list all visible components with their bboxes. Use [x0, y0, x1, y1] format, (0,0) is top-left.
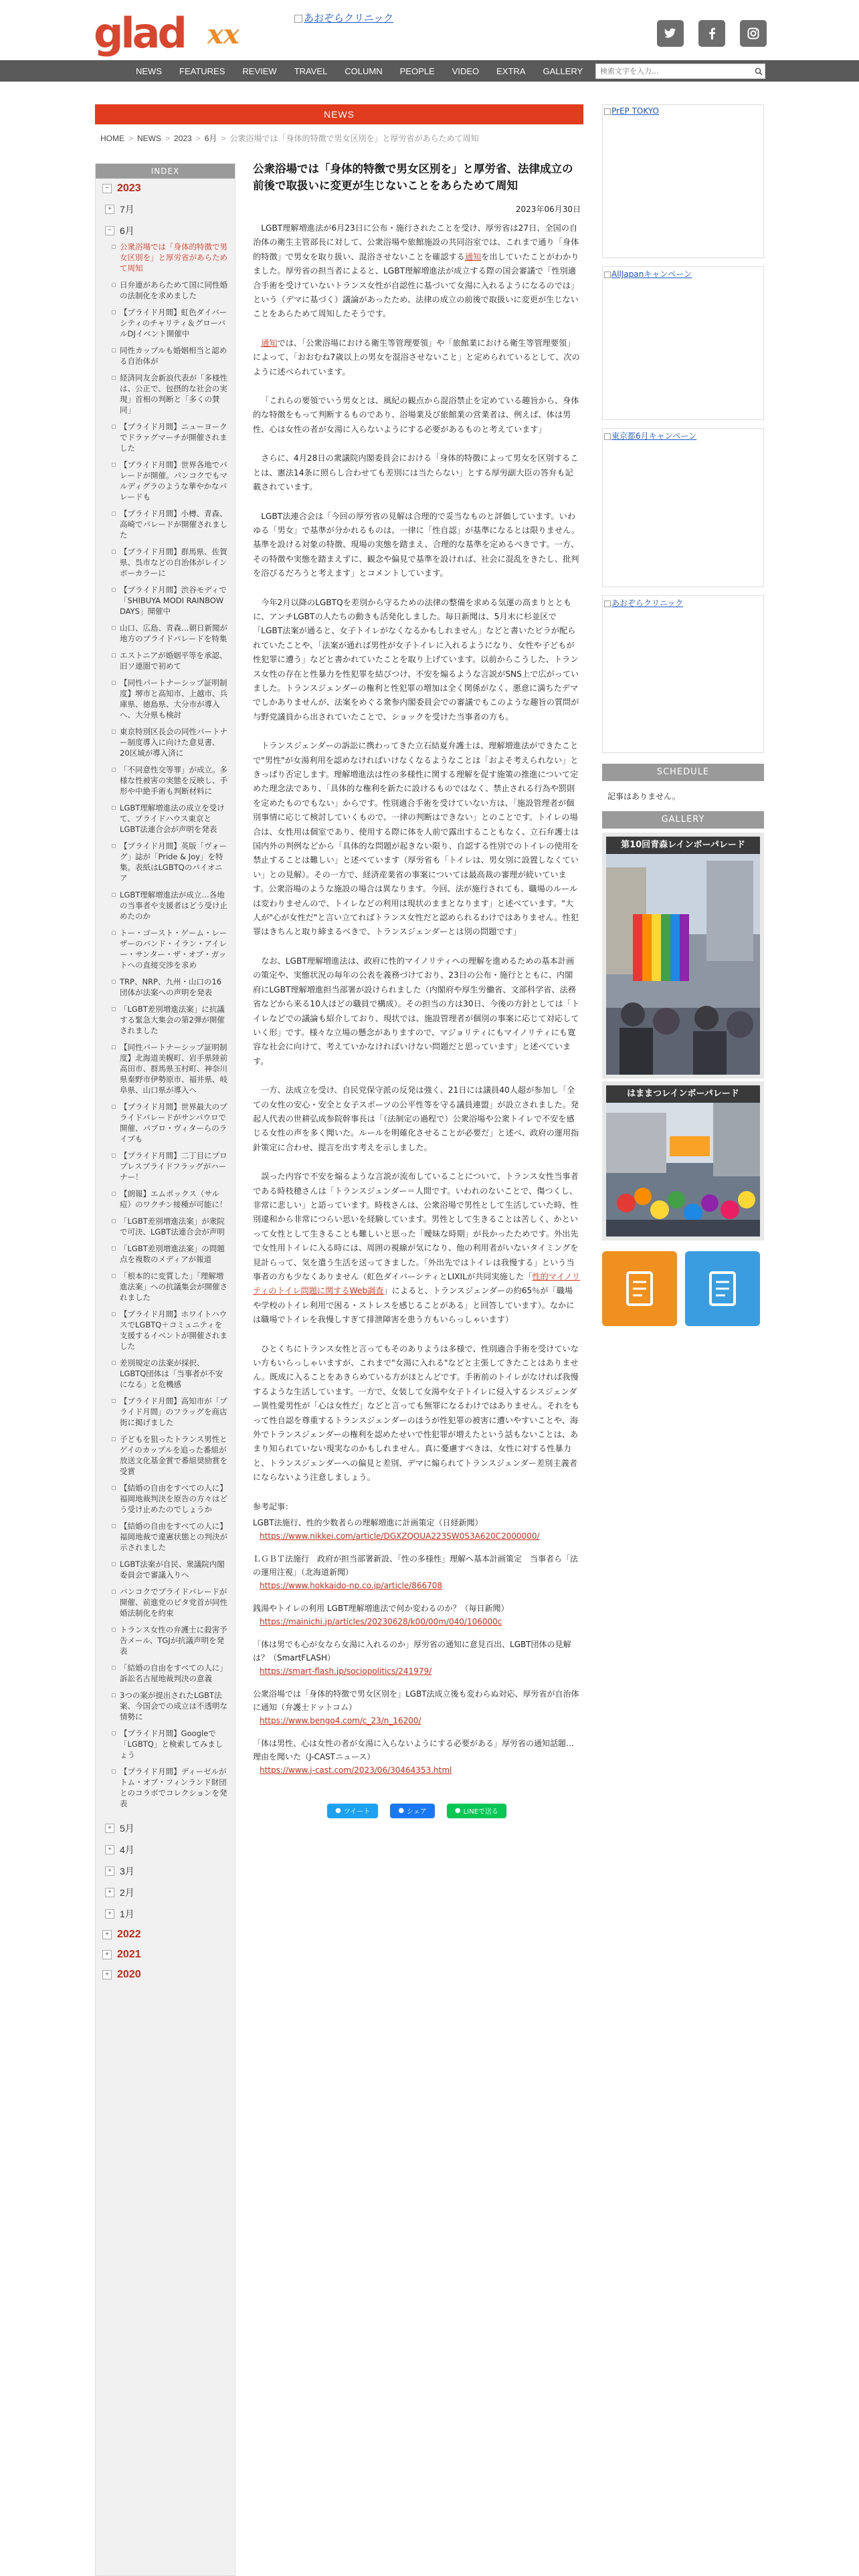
breadcrumb-separator: >: [165, 133, 171, 143]
index-year[interactable]: + 2021: [96, 1945, 235, 1965]
index-article-item[interactable]: [112, 802, 228, 835]
index-month-list: [96, 1818, 235, 1925]
gallery-item-title: 第10回青森レインボーパレード: [606, 837, 760, 854]
index-article-link[interactable]: LGBT理解増進法の成立を受けて、プライドハウス東京とLGBT法連合会が声明を発表: [120, 803, 225, 834]
breadcrumb-home[interactable]: HOME: [100, 133, 124, 143]
bullet-icon: [112, 463, 116, 467]
share-button[interactable]: ● シェア: [390, 1804, 435, 1818]
twitter-icon[interactable]: [657, 20, 684, 47]
bullet-icon: [112, 931, 116, 935]
index-article-link[interactable]: 【朗報】エムポックス（サル痘）のワクチン接種が可能に！: [120, 1189, 227, 1209]
inline-link[interactable]: 通知: [261, 338, 278, 348]
index-article-item[interactable]: [112, 1358, 228, 1390]
index-article-item[interactable]: [112, 345, 228, 366]
index-article-link[interactable]: 東京特別区長会の同性パートナー制度導入に向けた意見書、20区域が導入済に: [120, 727, 227, 758]
index-month[interactable]: + 3月: [96, 1860, 235, 1882]
bullet-icon: [112, 1399, 116, 1403]
bullet-icon: [112, 1361, 116, 1365]
index-article-link[interactable]: 「根本的に変質した」「理解増進法案」への抗議集会が開催されました: [120, 1271, 227, 1302]
search-input[interactable]: [596, 64, 753, 78]
index-article-link[interactable]: 「LGBT差別増進法案」が衆院で可決、LGBT法連合会が声明: [120, 1216, 225, 1237]
bullet-icon: [112, 1769, 116, 1774]
article-paragraph: なお、LGBT理解増進法は、政府に性的マイノリティへの理解を進めるための基本計画の策定や、実態状況の毎年の公表を義務づけており、23日の公布・施行とともに、内閣府にLGBT理解増進担当部署が設けられました（内閣府や厚生労働省、文部科学省、法務省などから来る10人ほどの職員で構成）。その担当の方は30日、今後の方針としては「トイレなどでの議論も紹介しており、現状では、施設管理者が個別の事案に応じて対応していく形」です。様々な立場の懸念がありますので、マジョリティにもマイノリティにも寛容な社会に向けて、考えていかなければいけない問題だと思っています」と述べています。: [253, 956, 580, 1066]
nav-item-features[interactable]: FEATURES: [179, 66, 225, 76]
index-article-link[interactable]: 「不同意性交等罪」が成立。多様な性被害の実態を反映し、手形や中絶手術も判断材料に: [120, 765, 227, 796]
index-article-link[interactable]: TRP、NRP、九州・山口の16団体が法案への声明を発表: [120, 977, 222, 997]
bullet-icon: [112, 1154, 116, 1158]
index-article-link[interactable]: 「LGBT差別増進法案」に抗議する緊急大集会の第2弾が開催されました: [120, 1004, 225, 1035]
top-banner-ad[interactable]: [294, 11, 393, 25]
bullet-icon: [112, 1590, 116, 1594]
index-article-link[interactable]: 【プライド月間】英版「ヴォーグ」誌が「Pride & Joy」を特集。表紙はLGBTQのパイオニア: [120, 841, 227, 883]
sidebar-ad-link[interactable]: 東京都6月キャンペーン: [604, 430, 696, 441]
index-article-link[interactable]: 【プライド月間】群馬県、佐賀県、呉市などの自治体がレインボーカラーに: [120, 547, 227, 578]
reference-title: 銭湯やトイレの利用 LGBT理解増進法で何か変わるのか？（毎日新聞）: [253, 1603, 509, 1613]
index-article-item[interactable]: [112, 508, 228, 540]
expand-toggle-icon[interactable]: +: [102, 1950, 112, 1959]
sidebar-ad[interactable]: [602, 104, 764, 258]
bullet-icon: [112, 1437, 116, 1441]
index-article-link[interactable]: トランス女性の弁護士に殺害予告メール、TGJが抗議声明を発表: [120, 1625, 227, 1656]
article-paragraph: さらに、4月28日の衆議院内閣委員会における「身体的特徴によって男女を区別することは、憲法14条に照らし合わせても差別には当たらない」とする厚労副大臣の答弁も記載されています。: [253, 453, 579, 492]
index-article-link[interactable]: 差別規定の法案が採択、LGBTQ団体は「当事者が不安になる」と危機感: [120, 1358, 223, 1389]
bullet-icon: [112, 310, 116, 314]
article-body: [253, 221, 581, 1485]
nav-item-gallery[interactable]: GALLERY: [543, 66, 583, 76]
article-title: 公衆浴場では「身体的特徴で男女区別を」と厚労省、法律成立の前後で取扱いに変更が生じないことをあらためて周知: [253, 163, 573, 192]
index-article-link[interactable]: 経済同友会新浪代表が「多様性は、公正で、包摂的な社会の実現」首相の判断と「多くの賛同」: [120, 373, 227, 415]
sidebar-ad-link[interactable]: あおぞらクリニック: [604, 597, 683, 609]
reference-item: [253, 1552, 581, 1592]
reference-link[interactable]: https://www.j-cast.com/2023/06/30464353.html: [260, 1765, 452, 1775]
bullet-icon: [112, 1524, 116, 1528]
share-buttons: [253, 1804, 581, 1818]
bullet-icon: [112, 1486, 116, 1490]
sidebar-ad[interactable]: [602, 266, 764, 420]
index-article-item[interactable]: [112, 1150, 228, 1182]
gallery-heading: GALLERY: [602, 811, 764, 829]
index-article-item[interactable]: [112, 1042, 228, 1095]
bullet-icon: [112, 1192, 116, 1196]
index-article-item[interactable]: [112, 841, 228, 883]
index-article-link[interactable]: 【プライド月間】ディーゼルがトム・オブ・フィンランド財団とのコラボでコレクションを発表: [120, 1767, 227, 1808]
nav-item-travel[interactable]: TRAVEL: [294, 66, 328, 76]
bullet-icon: [112, 681, 116, 685]
index-month[interactable]: + 4月: [96, 1839, 235, 1860]
right-sidebar: [602, 104, 764, 1326]
bullet-icon: [112, 1562, 116, 1566]
index-article-item[interactable]: [112, 1243, 228, 1265]
bullet-icon: [112, 626, 116, 630]
index-article-item[interactable]: [112, 584, 228, 617]
bullet-icon: [112, 1666, 116, 1670]
index-article-link[interactable]: 子どもを狙ったトランス男性とゲイのカップルを追った番組が放送文化基金賞で番組奨励賞を受賞: [120, 1434, 227, 1476]
broken-image-icon: [604, 601, 611, 607]
index-article-link[interactable]: 【プライド月間】二丁目にプロプレスプライドフラッグがハーナー！: [120, 1151, 227, 1182]
bullet-icon: [112, 1219, 116, 1223]
article-paragraph: ひとくちにトランス女性と言ってもそのありようは多様で、性別適合手術を受けていない方もいらっしゃいますが、これまで"女湯に入れる"などと主張してきたことはありません。既成に入ることをあきらめている方がほとんどです。手術前のトイレがなければ我慢するような生活しています。一方で、女装して女湯や女子トイレに侵入するシスジェンダー異性愛男性が「心は女性だ」などと言っても無罪になるわけではありません。それをもって性自認を尊重するトランスジェンダーのほうが性犯罪の被害に遭いやすいことや、海外でトランスジェンダーの権利を認めたせいで性犯罪が増えたという話もないことは、あまり知られていない現実なのかもしれません。真に憂慮すべきは、女性に対する性暴力と、トランスジェンダーへの偏見と差別、デマに煽られてトランスジェンダー差別主義者にならないよう注意しましょう。: [253, 1344, 580, 1483]
nav-item-review[interactable]: REVIEW: [242, 66, 277, 76]
index-article-link[interactable]: 「LGBT差別増進法案」の問題点を複数のメディアが報道: [120, 1244, 225, 1264]
reference-item: [253, 1737, 581, 1777]
index-article-link[interactable]: 同性カップルも婚姻相当と認める自治体が: [120, 346, 227, 366]
index-article-item[interactable]: [112, 1216, 228, 1237]
index-article-link[interactable]: 【プライド月間】渋谷モディで「SHIBUYA MODI RAINBOW DAYS」開催中: [120, 585, 227, 616]
index-article-link[interactable]: 【プライド月間】ホワイトハウスでLGBTQ＋コミュニティを支援するイベントが開催されました: [120, 1309, 227, 1351]
index-article-link[interactable]: 【結婚の自由をすべての人に】福岡地裁判決を原告の方々はどう受け止めたのでしょうか: [120, 1483, 227, 1514]
mail-icon[interactable]: [685, 1251, 760, 1326]
article-paragraph: 一方、法成立を受け、自民党保守派の反発は強く、21日には議員40人超が参加し「全ての女性の安心・安全と女子スポーツの公平性等を守る議員連盟」が設立されました。発起人代表の世耕弘成参院幹事長は「（法制定の過程で）公衆浴場や公衆トイレで不安を感じる女性の声を多く聞いた。ルールを明確化させることが必要だ」と述べ、政府の運用指針策定に合わせ、提言を出す考えを示しました。: [253, 1085, 579, 1152]
logo-text: glad: [94, 9, 185, 58]
sidebar-ad-link[interactable]: AllJapanキャンペーン: [604, 268, 692, 280]
index-year-list: [96, 1925, 235, 1985]
index-article-link[interactable]: 【同性パートナーシップ証明制度】堺市と高知市、上越市、兵庫県、徳島県、大分市が導入へ、大分県も検討: [120, 678, 227, 720]
broken-image-icon: [604, 108, 611, 115]
index-article-item[interactable]: [112, 1188, 228, 1210]
breadcrumb-news[interactable]: NEWS: [137, 133, 162, 143]
bullet-icon: [112, 425, 116, 429]
breadcrumb-year[interactable]: 2023: [174, 133, 192, 143]
nav-item-video[interactable]: VIDEO: [452, 66, 480, 76]
index-article-link[interactable]: 公衆浴場では「身体的特徴で男女区別を」と厚労省があらためて周知: [120, 242, 227, 273]
reference-title: 「体は男性、心は女性の者が女湯に入らないようにする必要がある」厚労省の通知話題…理由を聞いた（J-CASTニュース）: [253, 1738, 575, 1761]
index-article-item[interactable]: [112, 459, 228, 502]
index-year[interactable]: + 2020: [96, 1965, 235, 1985]
gallery-photo: [606, 854, 760, 1075]
reference-item: [253, 1516, 581, 1543]
index-article-item[interactable]: [112, 280, 228, 301]
reference-link[interactable]: https://www.nikkei.com/article/DGXZQOUA223SW0S3A620C2000000/: [260, 1531, 540, 1541]
reference-title: LGBT法施行、性的少数者らの理解増進に計画策定（日経新聞）: [253, 1517, 483, 1527]
reference-item: [253, 1687, 581, 1727]
index-article-link[interactable]: エストニアが婚姻平等を承認、旧ソ連圏で初めて: [120, 651, 227, 671]
share-button[interactable]: ● LINEで送る: [447, 1804, 506, 1818]
breadcrumb-month[interactable]: 6月: [204, 134, 217, 143]
sidebar-ad[interactable]: [602, 428, 764, 587]
expand-toggle-icon[interactable]: +: [105, 205, 114, 214]
line-icon: ●: [454, 1807, 461, 1815]
schedule-heading: SCHEDULE: [602, 764, 764, 781]
index-article-link[interactable]: 日弁連があらためて国に同性婚の法制化を求めました: [120, 280, 227, 300]
index-article-item[interactable]: [112, 1271, 228, 1303]
article-paragraph: 通知では、「公衆浴場における衛生等管理要領」や「旅館業における衛生等管理要領」によって、「おおむね7歳以上の男女を混浴させないこと」と定められているとして、次のように述べられています。: [253, 338, 580, 377]
reference-item: [253, 1602, 581, 1628]
sidebar-ad[interactable]: [602, 595, 764, 753]
reference-list: [253, 1516, 581, 1777]
social-links: [657, 20, 767, 47]
breadcrumb-separator: >: [195, 133, 201, 143]
index-article-item[interactable]: [112, 1728, 228, 1760]
bullet-icon: [112, 283, 116, 287]
index-article-link[interactable]: LGBT法案が自民、衆議院内閣委員会で審議入りへ: [120, 1560, 225, 1580]
index-article-item[interactable]: [112, 1662, 228, 1684]
index-article-link[interactable]: 「結婚の自由をすべての人に」訴訟名古屋地裁判決の意義: [120, 1663, 227, 1683]
index-article-item[interactable]: [112, 677, 228, 720]
article-date: 2023年06月30日: [515, 205, 581, 214]
index-article-item[interactable]: [112, 928, 228, 970]
index-article-item[interactable]: [112, 546, 228, 578]
expand-toggle-icon[interactable]: +: [102, 1930, 112, 1939]
index-heading: INDEX: [96, 164, 235, 179]
section-title-bar: NEWS: [95, 104, 583, 124]
index-article-link[interactable]: 【プライド月間】虹色ダイバーシティのチャリティ＆グローバルDJイベント開催中: [120, 308, 227, 338]
bullet-icon: [112, 1247, 116, 1251]
bullet-icon: [112, 550, 116, 554]
broken-image-icon: [294, 15, 302, 23]
bullet-icon: [112, 1105, 116, 1109]
bullet-icon: [112, 1693, 116, 1697]
bullet-icon: [112, 1628, 116, 1632]
share-button[interactable]: ● ツイート: [327, 1804, 378, 1818]
bullet-icon: [112, 768, 116, 772]
references-heading: 参考記事：: [253, 1501, 294, 1511]
gallery-item[interactable]: [602, 1081, 764, 1241]
nav-menu: [127, 60, 591, 82]
breadcrumb-separator: >: [221, 133, 226, 143]
index-article-item[interactable]: [112, 1690, 228, 1722]
index-year[interactable]: + 2022: [96, 1925, 235, 1945]
reference-item: [253, 1638, 581, 1678]
facebook-icon[interactable]: [698, 20, 725, 47]
logo-suffix: xx: [207, 19, 240, 50]
bullet-icon: [112, 893, 116, 897]
bullet-icon: [112, 653, 116, 657]
nav-item-extra[interactable]: EXTRA: [496, 66, 526, 76]
index-article-link[interactable]: バンコクでプライドパレードが開催、前進党のピタ党首が同性婚法制化を約束: [120, 1587, 227, 1618]
bullet-icon: [112, 376, 116, 380]
breadcrumb-current: 公衆浴場では「身体的特徴で男女区別を」と厚労省があらためて周知: [229, 134, 479, 143]
index-article-link[interactable]: 山口、広島、青森…朝日新聞が地方のプライドパレードを特集: [120, 623, 227, 643]
index-article-item[interactable]: [112, 1309, 228, 1352]
index-article-item[interactable]: [112, 1586, 228, 1618]
gallery-item[interactable]: [602, 833, 764, 1079]
nav-item-news[interactable]: NEWS: [136, 66, 162, 76]
bullet-icon: [112, 1312, 116, 1316]
article: [253, 160, 581, 1818]
collapse-toggle-icon[interactable]: −: [105, 226, 114, 235]
index-article-link[interactable]: 【プライド月間】世界各地でパレードが開催。パンコクでもマルディグラのような華やかなパレードも: [120, 460, 227, 502]
index-article-item[interactable]: [112, 1004, 228, 1036]
bullet-icon: [112, 730, 116, 734]
schedule-empty-message: 記事はありません。: [607, 792, 680, 801]
bullet-icon: [112, 844, 116, 848]
broken-image-icon: [604, 272, 611, 278]
expand-toggle-icon[interactable]: +: [105, 1824, 114, 1833]
index-article-item[interactable]: [112, 1624, 228, 1656]
index-article-list: [96, 241, 235, 1818]
article-paragraph: 誤った内容で不安を煽るような言説が流布していることについて、トランス女性当事者である時枝穂さんは「トランスジェンダー＝人間です。いわれのないことで、傷つくし、非常に悲しい」と語っています。時枝さんは、公衆浴場で男性として生活していた時、性別違和から非常につらい思いを経験しています。男性として生きることは苦しく、かといって女性として生きることも難しいと思った「曖昧な時期」が長かったためです。外出先で女性用トイレに入る時には、周囲の視線が気になり、他の利用者がいないタイミングを見計らって、気を遣う生活を送ってきました。「外出先ではトイレは我慢する」という当事者の方も少なくありません（虹色ダイバーシティとLIXILが共同実施した「性的マイノリティのトイレ問題に関するWeb調査」によると、トランスジェンダーの約65％が「職場や学校のトイレ利用で困る・ストレスを感じることがある」と回答しています）。なかには職場でトイレを我慢しすぎて排泄障害を患う方もいらっしゃいます）: [253, 1172, 581, 1325]
index-article-item[interactable]: [112, 1483, 228, 1515]
index-article-item[interactable]: [112, 372, 228, 415]
index-article-link[interactable]: 【プライド月間】小樽、青森、高崎でパレードが開催されました: [120, 509, 227, 540]
expand-toggle-icon[interactable]: +: [105, 1845, 114, 1854]
reference-title: ＬＧＢＴ法施行 政府が担当部署新設、「性の多様性」理解へ基本計画策定 当事者ら「法の運用注視」（北海道新聞）: [253, 1553, 579, 1577]
facebook-icon: ●: [398, 1807, 405, 1815]
reference-link[interactable]: https://www.hokkaido-np.co.jp/article/866708: [260, 1580, 443, 1590]
index-article-link[interactable]: 【プライド月間】ニューヨークでドラァグマーチが開催されました: [120, 422, 227, 453]
bullet-icon: [112, 245, 116, 249]
index-article-link[interactable]: LGBT理解増進法が成立…各地の当事者や支援者はどう受け止めたのか: [120, 890, 227, 921]
gallery-photo: [606, 1103, 760, 1237]
index-article-item[interactable]: [112, 726, 228, 758]
index-year-2023[interactable]: − 2023: [96, 179, 235, 199]
top-banner-link[interactable]: あおぞらクリニック: [304, 12, 394, 24]
index-article-item[interactable]: [112, 650, 228, 671]
site-logo[interactable]: [94, 9, 254, 58]
index-article-item[interactable]: [112, 976, 228, 998]
index-article-item[interactable]: [112, 1559, 228, 1580]
broken-image-icon: [604, 433, 611, 440]
bullet-icon: [112, 348, 116, 352]
sidebar-ad-link[interactable]: PrEP TOKYO: [604, 106, 659, 116]
search-icon[interactable]: [753, 64, 765, 78]
index-article-item[interactable]: [112, 1521, 228, 1553]
expand-toggle-icon[interactable]: +: [105, 1909, 114, 1919]
inline-link[interactable]: 性的マイノリティのトイレ問題に関するWeb調査: [253, 1272, 581, 1296]
gallery-item-title: はままつレインボーパレード: [606, 1085, 760, 1103]
index-article-item[interactable]: [112, 1101, 228, 1144]
twitter-icon: ●: [335, 1807, 341, 1815]
bullet-icon: [112, 806, 116, 810]
index-article-link[interactable]: 【プライド月間】Googleで「LGBTQ」と検索してみましょう: [120, 1729, 223, 1759]
reference-link[interactable]: https://smart-flash.jp/sociopolitics/241979/: [260, 1666, 432, 1676]
article-paragraph: 今年2月以降のLGBTQを差別から守るための法律の整備を求める気運の高まりとともに、アンチLGBTの人たちの動きも活発化しました。毎日新聞は、5月末に杉並区で「LGBT法案が通ると、女子トイレがなくなるかもしれません」などと書いたビラが配られていたことや、「法案が通れば男性が女子トイレに入れるようになり、女性や子どもが性犯罪に遭う」などと書かれていたことを取り上げています。以前からこうした、トランス女性の存在と性暴力を性犯罪を結びつけ、不安を煽るような言説がSNS上で広がっていました。トランスジェンダーの権利と性犯罪の増加は全く関係がなく、悪意に満ちたデマでしかありませんが、法案をめぐる衆参内閣委員会での審議でもこのような趣旨の質問が与野党議員から出されていたことで、ショックを受けた当事者の方も。: [253, 597, 579, 722]
index-article-item[interactable]: [112, 1396, 228, 1428]
bullet-icon: [112, 1731, 116, 1735]
index-month-open[interactable]: − 6月: [96, 220, 235, 241]
breadcrumb: [100, 132, 478, 144]
index-month[interactable]: + 5月: [96, 1818, 235, 1839]
reference-link[interactable]: https://www.bengo4.com/c_23/n_16200/: [260, 1715, 421, 1725]
index-article-item[interactable]: [112, 764, 228, 796]
bullet-icon: [112, 512, 116, 516]
breadcrumb-separator: >: [128, 133, 134, 143]
index-article-item[interactable]: [112, 307, 228, 339]
bullet-icon: [112, 980, 116, 984]
instagram-icon[interactable]: [740, 20, 767, 47]
reference-title: 「体は男でも心が女なら女湯に入れるのか」厚労省の通知に意見百出、LGBT団体の見解は？（SmartFLASH）: [253, 1639, 571, 1662]
bullet-icon: [112, 588, 116, 592]
reference-title: 公衆浴場では「身体的特徴で男女区別を」LGBT法成立後も変わらぬ対応、厚労省が自治体に通知（弁護士ドットコム）: [253, 1689, 579, 1712]
article-paragraph: 「これらの要領でいう男女とは、風紀の観点から混浴禁止を定めている趣旨から、身体的な特徴をもって判断するものであり、浴場業及び旅館業の営業者は、例えば、体は男性、心は女性の者が女湯に入らないようにする必要があるものと考えています」: [253, 396, 579, 434]
index-article-link[interactable]: 【同性パートナーシップ証明制度】北海道美幌町、岩手県陸前高田市、群馬県玉村町、神奈川県秦野市伊勢原市、福井県、岐阜県、山口県が導入へ: [120, 1043, 227, 1095]
reference-link[interactable]: https://mainichi.jp/articles/20230628/k00/00m/040/106000c: [260, 1616, 502, 1626]
index-article-item[interactable]: [112, 623, 228, 644]
index-article-item[interactable]: [112, 1434, 228, 1477]
expand-toggle-icon[interactable]: +: [105, 1888, 114, 1897]
nav-item-column[interactable]: COLUMN: [345, 66, 383, 76]
bullet-icon: [112, 1007, 116, 1011]
archive-index: [95, 163, 235, 2576]
index-article-link[interactable]: 【プライド月間】世界最大のプライドパレードがサンパウロで開催、パブロ・ヴィターらのライブも: [120, 1102, 227, 1144]
inline-link[interactable]: 通知: [464, 251, 482, 261]
index-article-item[interactable]: [112, 889, 228, 922]
article-paragraph: LGBT法連合会は「今回の厚労省の見解は合理的で妥当なものと評価しています。いわゆる「男女」で基準が分かれるものは、一律に「性自認」が基準になるとは限りません。基準を設ける対象の特徴、現場の実態を踏まえ、合理的な基準を定めるべきです。一方、その特徴や実態を踏まえずに、観念や偏見で基準を設ければ、社会に混乱をきたし、批判を浴びるだろうと考えます」とコメントしています。: [253, 511, 580, 578]
document-icon[interactable]: [602, 1251, 677, 1326]
bullet-icon: [112, 1045, 116, 1049]
index-article-item[interactable]: [112, 1766, 228, 1809]
index-month[interactable]: + 7月: [96, 199, 235, 220]
index-article-link[interactable]: トー・ゴースト・ゲーム・レーザーのバンド・イラン・アイレー・サンター・ザ・オブ・ガットへの直接交渉を求め: [120, 928, 227, 970]
collapse-toggle-icon[interactable]: −: [102, 184, 112, 193]
search-box: [595, 64, 765, 79]
main-navbar: [0, 60, 859, 82]
nav-item-people[interactable]: PEOPLE: [399, 66, 435, 76]
bullet-icon: [112, 1274, 116, 1278]
article-paragraph: LGBT理解増進法が6月23日に公布・施行されたことを受け、厚労省は27日、全国の自治体の衛生主管部長に対して、公衆浴場や旅館施設の共同浴室では、これまで通り「身体的特徴」で男女を取り扱い、混浴させないことを確認する通知を出していたことがわかりました。厚労省の担当者によると、LGBT理解増進法が成立する際の国会審議で「性別適合手術を受けていないトランス女性が自認性に基づいて女湯に入れるようになるのでは」という（デマに基づく）議論があったため、法律の成立の前後で取扱いに変更が生じないことをあらためて周知したそうです。: [253, 223, 579, 319]
index-article-link[interactable]: 【結婚の自由をすべての人に】福岡地裁で違憲状態との判決が示されました: [120, 1521, 227, 1552]
index-month[interactable]: + 2月: [96, 1882, 235, 1903]
index-article-item[interactable]: [112, 241, 228, 274]
index-article-link[interactable]: 3つの案が提出されたLGBT法案、今国会での成立は不透明な情勢に: [120, 1691, 227, 1721]
expand-toggle-icon[interactable]: +: [102, 1970, 112, 1979]
expand-toggle-icon[interactable]: +: [105, 1866, 114, 1876]
article-paragraph: トランスジェンダーの訴訟に携わってきた立石結夏弁護士は、理解増進法ができたことで"男性"が女湯利用を認めなければいけなくなるようなことは「およそ考えられない」ときっぱり否定します。理解増進法は性の多様性に関する理解を促す施策の推進について定めた理念法であり、「具体的な権利を新たに設けるものではなく、禁止される行為や罰則を定めたものでもない」からです。性別適合手術を受けていない方は、「施設管理者が個別事情に応じて検討していくもので、一律の判断はできない」とのことです。トイレの場合は、女性用は個室であり、使用する際に体を人前で露出することもなく、立石弁護士は国内外の判例などから「具体的な問題が起きない限り、自認する性別でのトイレの使用を禁止することは難しい」と述べています（厚労省も「トイレは、男女別に設置しなくていい」との見解）。その一方で、経済産業省の事案については最高裁の審理が続いています。公衆浴場のような施設の場合は異なります。今回、法が施行されても、職場のルールは変わりませんので、トイレなどの利用は現状のままとなります」と述べています。"大人が"心が女性だ"と言い立てればトランス女性だと認められるわけではありません。性犯罪はきちんと取り締まるべきで、トランスジェンダーとは別の問題です」: [253, 741, 579, 937]
index-article-item[interactable]: [112, 421, 228, 453]
index-month[interactable]: + 1月: [96, 1903, 235, 1925]
index-article-link[interactable]: 【プライド月間】高知市が「プライド月間」のフラッグを商店街に掲げました: [120, 1396, 227, 1427]
references: [253, 1500, 581, 1777]
bottom-feature-buttons: [602, 1251, 764, 1326]
